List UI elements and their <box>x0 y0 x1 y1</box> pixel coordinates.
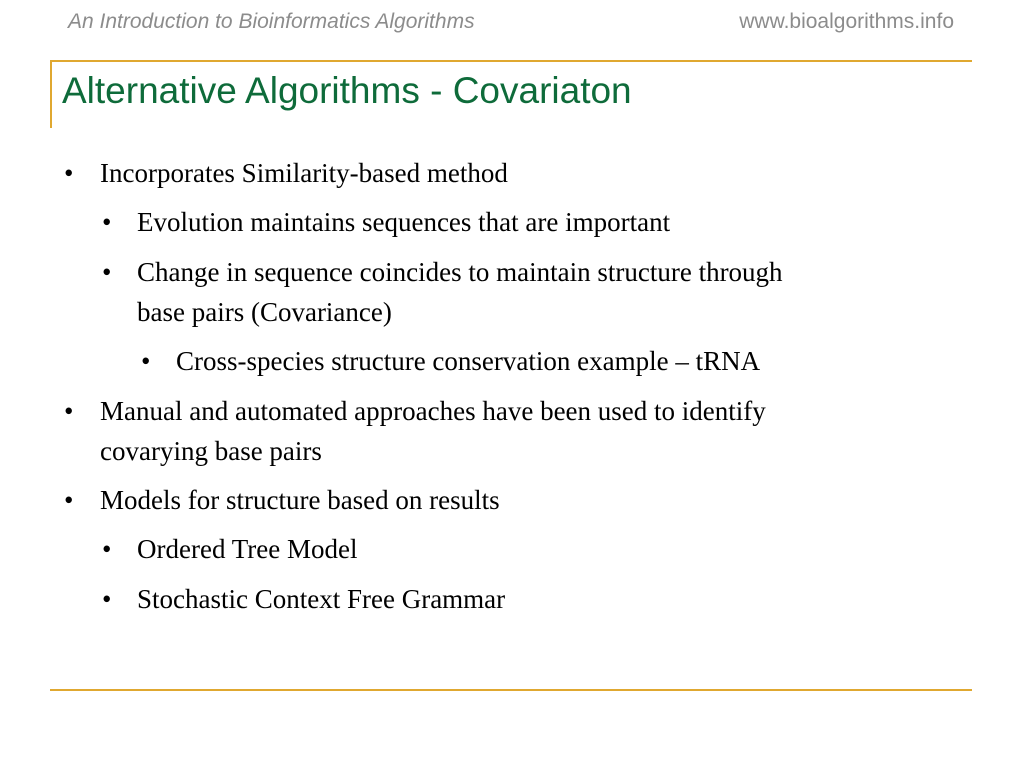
bullet-text: Change in sequence coincides to maintain structure through <box>137 257 783 287</box>
bullet-marker: • <box>141 346 151 376</box>
bullet-marker: • <box>102 534 112 564</box>
bullet-text: Stochastic Context Free Grammar <box>137 584 506 614</box>
top-rule <box>50 60 972 62</box>
bullet-text: Evolution maintains sequences that are important <box>137 207 671 237</box>
bullet-text-continuation: base pairs (Covariance) <box>137 297 392 327</box>
bullet-marker: • <box>64 158 74 188</box>
bullet-marker: • <box>102 584 112 614</box>
bullet-text: Models for structure based on results <box>100 485 500 515</box>
bottom-rule <box>50 689 972 691</box>
bullet-text-continuation: covarying base pairs <box>100 436 322 466</box>
title-accent-bar <box>50 60 52 128</box>
bullet-marker: • <box>102 257 112 287</box>
bullet-marker: • <box>64 485 74 515</box>
bullet-text: Ordered Tree Model <box>137 534 358 564</box>
bullet-marker: • <box>64 396 74 426</box>
bullet-marker: • <box>102 207 112 237</box>
bullet-text: Incorporates Similarity-based method <box>100 158 508 188</box>
header-left-text: An Introduction to Bioinformatics Algorithms <box>68 10 475 33</box>
header-right-url: www.bioalgorithms.info <box>739 10 954 33</box>
bullet-text: Manual and automated approaches have been used to identify <box>100 396 766 426</box>
bullet-text: Cross-species structure conservation example – tRNA <box>176 346 761 376</box>
slide-title: Alternative Algorithms - Covariaton <box>62 70 632 111</box>
